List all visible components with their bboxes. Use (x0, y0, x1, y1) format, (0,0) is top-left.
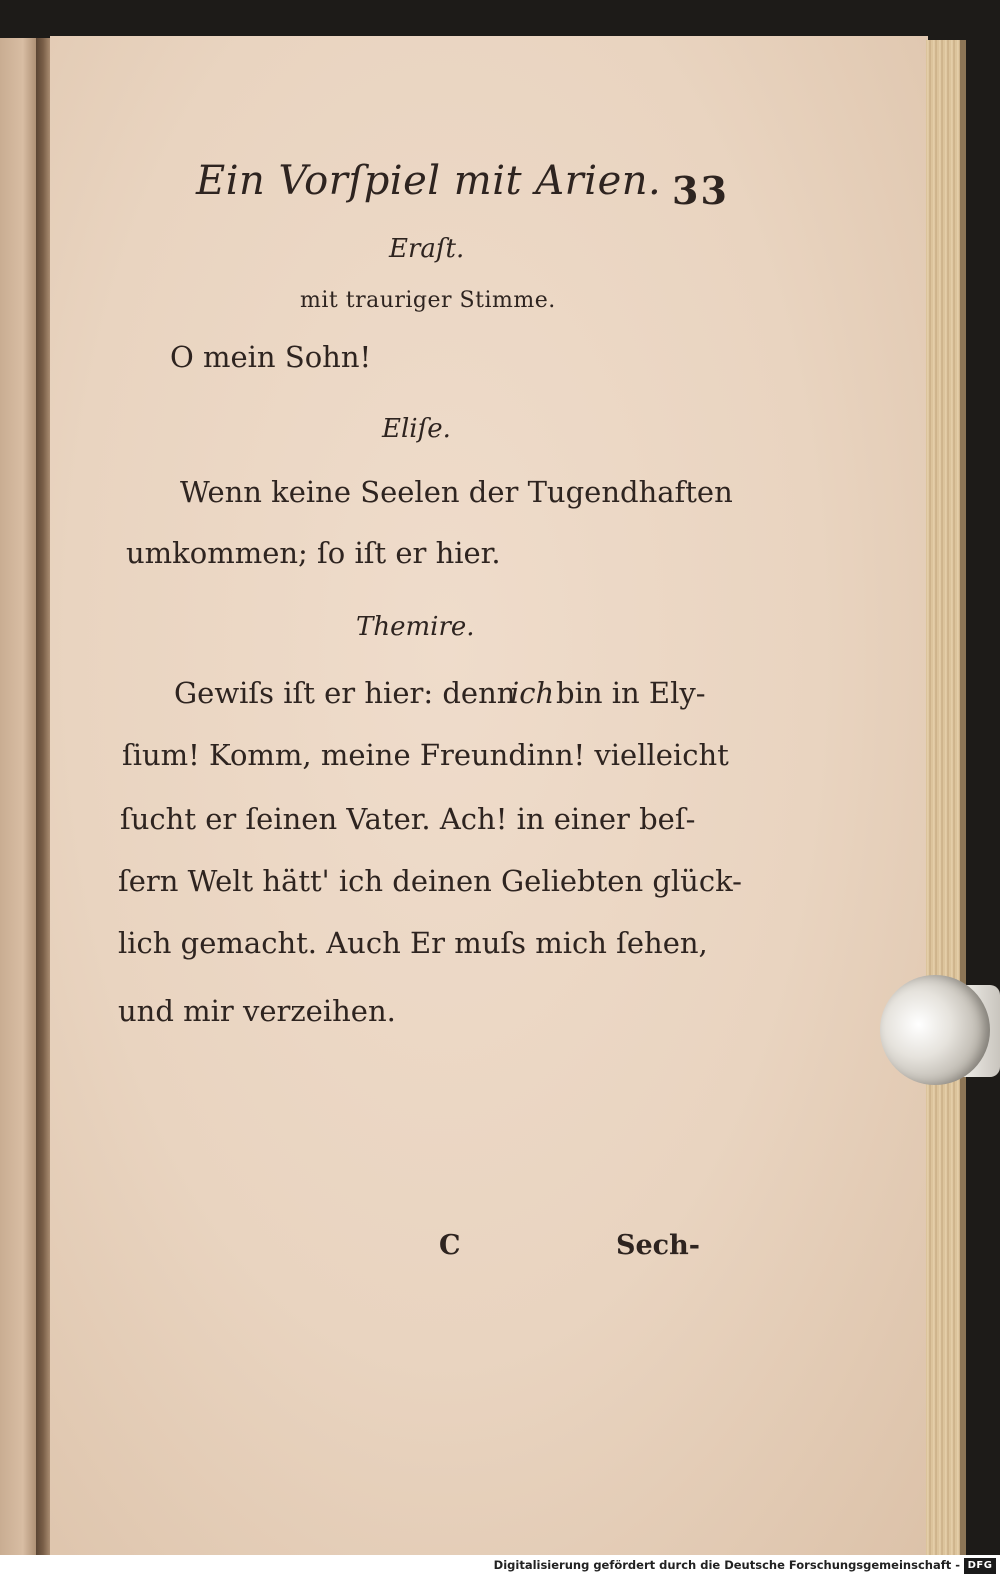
speaker-erast: Eraſt. (389, 234, 465, 264)
footer-bar (0, 1555, 1000, 1577)
text-line: O mein Sohn! (170, 340, 372, 374)
text-line: Wenn keine Seelen der Tugendhaften (180, 475, 733, 509)
speaker-elise: Eliſe. (382, 414, 451, 444)
funding-credit: Digitalisierung gefördert durch die Deutsche Forschungsgemeinschaft - (493, 1558, 960, 1572)
text-line: lich gemacht. Auch Er muſs mich ſehen, (118, 926, 708, 960)
text-line: ſucht er ſeinen Vater. Ach! in einer beſ- (120, 802, 696, 836)
text-emphasis: ich (510, 676, 555, 710)
speaker-themire: Themire. (356, 612, 475, 642)
signature-mark: C (439, 1230, 461, 1261)
text-line: Gewiſs iſt er hier: denn (174, 676, 516, 710)
page-edge-shadow (960, 40, 966, 1556)
text-line: umkommen; ſo iſt er hier. (126, 536, 501, 570)
text-line: und mir verzeihen. (118, 994, 396, 1028)
page-stack-edge (926, 40, 962, 1556)
book-page (50, 36, 928, 1562)
text-line: ſern Welt hätt' ich deinen Geliebten glück- (118, 864, 742, 898)
text-line: ſium! Komm, meine Freundinn! vielleicht (122, 738, 729, 772)
dfg-logo: DFG (964, 1558, 996, 1574)
running-title: Ein Vorſpiel mit Arien. (196, 158, 662, 204)
page-clip (880, 975, 990, 1085)
catchword: Sech- (616, 1230, 700, 1261)
text-line: bin in Ely- (556, 676, 706, 710)
left-page-edge (0, 38, 38, 1558)
stage-direction: mit trauriger Stimme. (300, 288, 556, 313)
page-number: 33 (672, 168, 729, 213)
